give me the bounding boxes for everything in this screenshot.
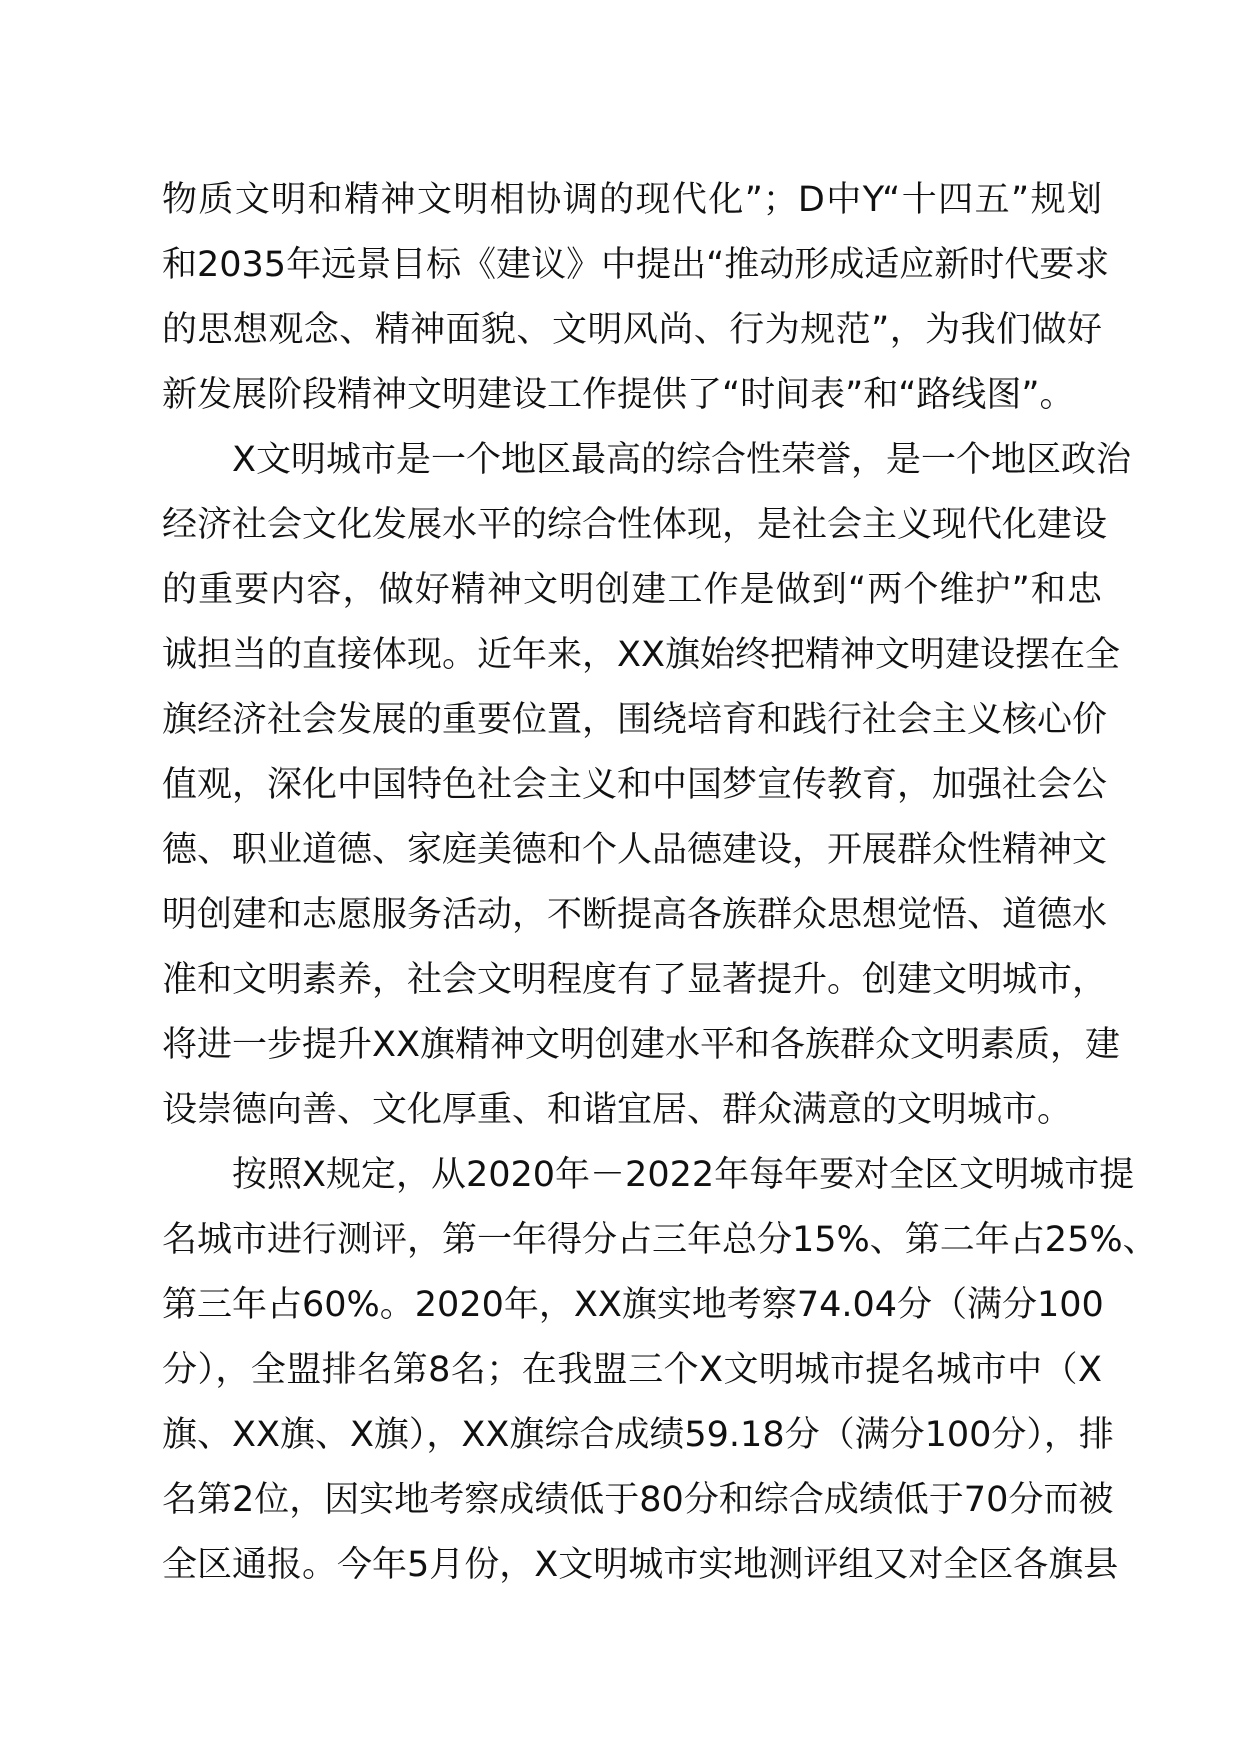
text-line: 物质文明和精神文明相协调的现代化”；D中Y“十四五”规划 xyxy=(162,180,1102,220)
text-line: 的重要内容，做好精神文明创建工作是做到“两个维护”和忠 xyxy=(162,570,1102,610)
text-line: 值观，深化中国特色社会主义和中国梦宣传教育，加强社会公 xyxy=(162,765,1108,805)
text-line: 旗、XX旗、X旗），XX旗综合成绩59.18分（满分100分），排 xyxy=(162,1415,1114,1455)
text-line: 明创建和志愿服务活动，不断提高各族群众思想觉悟、道德水 xyxy=(162,895,1108,935)
text-line: 设崇德向善、文化厚重、和谐宜居、群众满意的文明城市。 xyxy=(162,1090,1073,1130)
document-body xyxy=(162,168,1158,1598)
text-line: 分），全盟排名第8名；在我盟三个X文明城市提名城市中（X xyxy=(162,1350,1102,1390)
text-line: 和2035年远景目标《建议》中提出“推动形成适应新时代要求 xyxy=(162,245,1110,285)
text-line: 第三年占60%。2020年，XX旗实地考察74.04分（满分100 xyxy=(162,1285,1104,1325)
text-line: 名第2位，因实地考察成绩低于80分和综合成绩低于70分而被 xyxy=(162,1480,1114,1520)
text-line: X文明城市是一个地区最高的综合性荣誉，是一个地区政治 xyxy=(232,440,1131,480)
text-line: 的思想观念、精神面貌、文明风尚、行为规范”，为我们做好 xyxy=(162,310,1102,350)
text-line: 准和文明素养，社会文明程度有了显著提升。创建文明城市， xyxy=(162,960,1108,1000)
text-line: 德、职业道德、家庭美德和个人品德建设，开展群众性精神文 xyxy=(162,830,1108,870)
text-line: 诚担当的直接体现。近年来，XX旗始终把精神文明建设摆在全 xyxy=(162,635,1120,675)
text-line: 旗经济社会发展的重要位置，围绕培育和践行社会主义核心价 xyxy=(162,700,1108,740)
text-line: 名城市进行测评，第一年得分占三年总分15%、第二年占25%、 xyxy=(162,1220,1158,1260)
text-line: 经济社会文化发展水平的综合性体现，是社会主义现代化建设 xyxy=(162,505,1108,545)
text-line: 全区通报。今年5月份，X文明城市实地测评组又对全区各旗县 xyxy=(162,1545,1119,1585)
text-line: 按照X规定，从2020年－2022年每年要对全区文明城市提 xyxy=(232,1155,1135,1195)
text-line: 将进一步提升XX旗精神文明创建水平和各族群众文明素质，建 xyxy=(162,1025,1120,1065)
text-line: 新发展阶段精神文明建设工作提供了“时间表”和“路线图”。 xyxy=(162,375,1075,415)
